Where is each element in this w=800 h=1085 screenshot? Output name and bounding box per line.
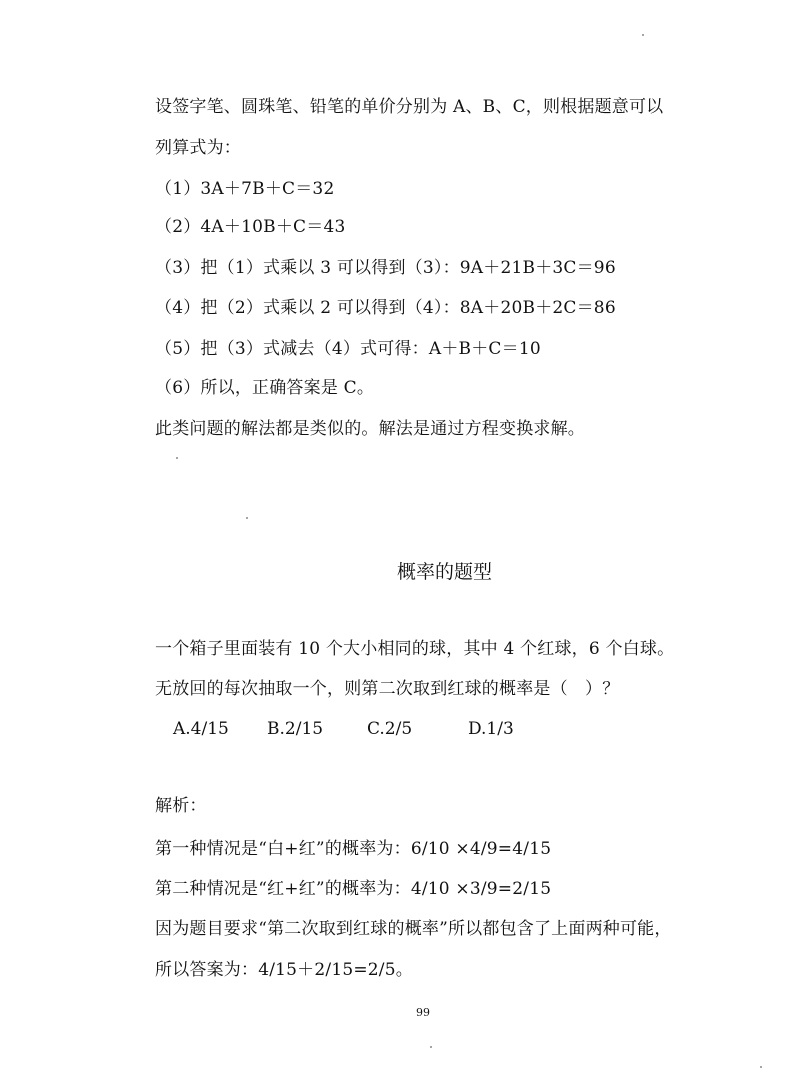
step-5: （5）把（3）式减去（4）式可得：A＋B＋C＝10	[155, 339, 541, 359]
option-b: B.2/15	[267, 719, 324, 739]
step-6: （6）所以，正确答案是 C。	[155, 378, 375, 398]
section-title: 概率的题型	[397, 561, 493, 583]
intro-line-1: 设签字笔、圆珠笔、铅笔的单价分别为 A、B、C，则根据题意可以	[155, 97, 664, 117]
summary-line: 此类问题的解法都是类似的。解法是通过方程变换求解。	[155, 419, 585, 439]
option-c: C.2/5	[367, 719, 413, 739]
step-4: （4）把（2）式乘以 2 可以得到（4）：8A＋20B＋2C＝86	[155, 298, 616, 318]
scan-speck	[176, 457, 178, 459]
question-line-1: 一个箱子里面装有 10 个大小相同的球，其中 4 个红球，6 个白球。	[155, 639, 675, 659]
analysis-line-3: 因为题目要求“第二次取到红球的概率”所以都包含了上面两种可能，	[155, 919, 672, 939]
step-2: （2）4A＋10B＋C＝43	[155, 217, 346, 237]
step-1: （1）3A＋7B＋C＝32	[155, 179, 335, 199]
option-d: D.1/3	[468, 719, 514, 739]
analysis-line-1: 第一种情况是“白+红”的概率为：6/10 ×4/9=4/15	[155, 839, 552, 859]
option-a: A.4/15	[173, 719, 229, 739]
page-number: 99	[416, 1006, 430, 1019]
scan-speck	[760, 1066, 762, 1068]
step-3: （3）把（1）式乘以 3 可以得到（3）：9A＋21B＋3C＝96	[155, 258, 616, 278]
analysis-line-2: 第二种情况是“红+红”的概率为：4/10 ×3/9=2/15	[155, 879, 552, 899]
scan-speck	[642, 34, 644, 36]
question-line-2: 无放回的每次抽取一个，则第二次取到红球的概率是（ ）？	[155, 679, 620, 699]
scan-speck	[246, 517, 248, 519]
scan-speck	[430, 1046, 432, 1048]
intro-line-2: 列算式为：	[155, 138, 241, 158]
analysis-line-4: 所以答案为：4/15＋2/15=2/5。	[155, 960, 413, 980]
analysis-label: 解析：	[155, 796, 207, 816]
